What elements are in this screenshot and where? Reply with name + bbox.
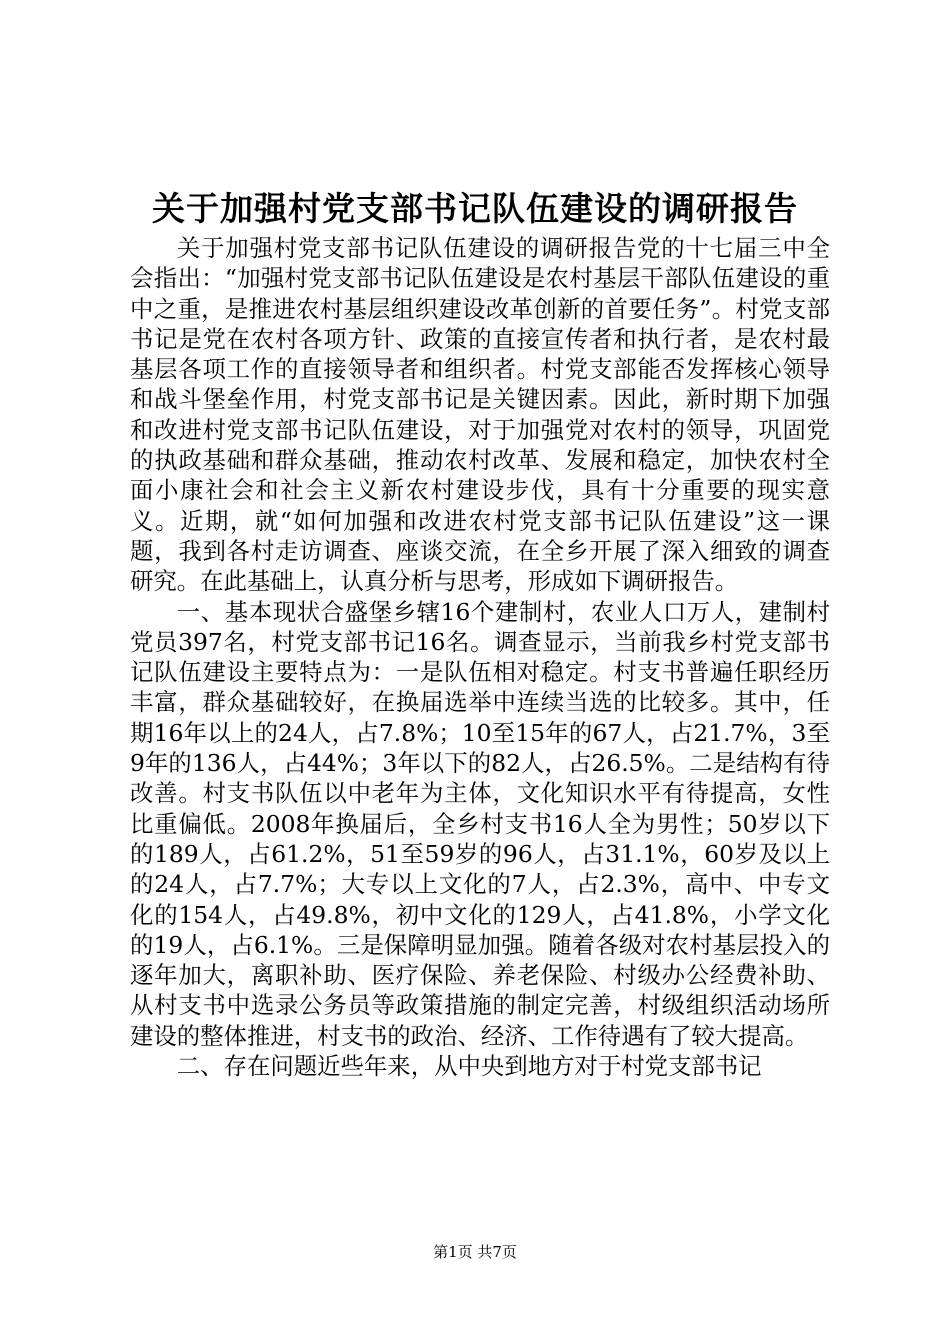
paragraph-intro: 关于加强村党支部书记队伍建设的调研报告党的十七届三中全会指出：“加强村党支部书记队伍建设是农村基层干部队伍建设的重中之重，是推进农村基层组织建设改革创新的首要任务”。村党支部书记是党在农村各项方针、政策的直接宣传者和执行者，是农村最基层各项工作的直接领导者和组织者。村党支部能否发挥核心领导和战斗堡垒作用，村党支部书记是关键因素。因此，新时期下加强和改进村党支部书记队伍建设，对于加强党对农村的领导，巩固党的执政基础和群众基础，推动农村改革、发展和稳定，加快农村全面小康社会和社会主义新农村建设步伐，具有十分重要的现实意义。近期，就“如何加强和改进农村党支部书记队伍建设”这一课题，我到各村走访调查、座谈交流，在全乡开展了深入细致的调查研究。在此基础上，认真分析与思考，形成如下调研报告。: [130, 234, 830, 596]
page-footer: 第1页 共7页: [433, 1243, 517, 1261]
paragraph-problems: 二、存在问题近些年来，从中央到地方对于村党支部书记: [176, 1052, 762, 1081]
document-body: [130, 233, 830, 1081]
paragraph-current-status: 一、基本现状合盛堡乡辖16个建制村，农业人口万人，建制村党员397名，村党支部书记16名。调查显示，当前我乡村党支部书记队伍建设主要特点为：一是队伍相对稳定。村支书普遍任职经历丰富，群众基础较好，在换届选举中连续当选的比较多。其中，任期16年以上的24人，占7.8%；10至15年的67人，占21.7%，3至9年的136人，占44%；3年以下的82人，占26.5%。二是结构有待改善。村支书队伍以中老年为主体，文化知识水平有待提高，女性比重偏低。2008年换届后，全乡村支书16人全为男性；50岁以下的189人，占61.2%，51至59岁的96人，占31.1%，60岁及以上的24人，占7.7%；大专以上文化的7人，占2.3%，高中、中专文化的154人，占49.8%，初中文化的129人，占41.8%，小学文化的19人，占6.1%。三是保障明显加强。随着各级对农村基层投入的逐年加大，离职补助、医疗保险、养老保险、村级办公经费补助、从村支书中选录公务员等政策措施的制定完善，村级组织活动场所建设的整体推进，村支书的政治、经济、工作待遇有了较大提高。: [130, 597, 830, 1050]
document-title: 关于加强村党支部书记队伍建设的调研报告: [152, 189, 798, 228]
